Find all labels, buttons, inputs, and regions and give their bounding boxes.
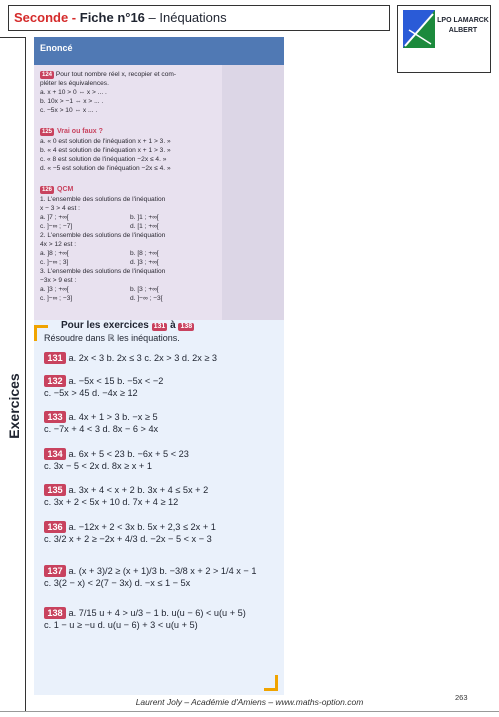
qcm-question-1-cont: x − 3 > 4 est :	[40, 205, 80, 212]
question-a: a. x + 10 > 0 ⇔ x > ... .	[40, 89, 107, 96]
exercise-item	[44, 484, 208, 508]
enonce-title: Enoncé	[34, 37, 284, 65]
question-b: b. 10x > −1 ⇔ x > ... .	[40, 98, 104, 105]
page-number: 263	[455, 693, 468, 702]
qcm-question-2: 2. L'ensemble des solutions de l'inéquation	[40, 232, 166, 239]
logo-text	[436, 16, 490, 36]
title-sep2: –	[144, 10, 160, 25]
exercise-number: 138	[44, 607, 66, 619]
exercise-item	[44, 375, 163, 399]
exercise-line-2: c. 3/2 x + 2 ≥ −2x + 4/3 d. −2x − 5 < x − 3	[44, 534, 212, 544]
sidebar-label: Exercices	[6, 373, 22, 439]
qcm-question-3-cont: −3x > 9 est :	[40, 277, 77, 284]
qcm-option: d. ]−∞ ; −3[	[130, 295, 163, 302]
title-sheet: Fiche n°16	[79, 10, 145, 25]
title-topic: Inéquations	[159, 10, 227, 25]
exercise-line-1: a. (x + 3)/2 ≥ (x + 1)/3 b. −3/8 x + 2 > 1/4 x − 1	[66, 566, 257, 576]
qcm-option: a. ]3 ; +∞[	[40, 286, 69, 293]
exercise-number: 133	[44, 411, 66, 423]
exercise-title: QCM	[57, 186, 74, 193]
panel-title-text: Pour les exercices	[61, 320, 149, 331]
exercise-title: Vrai ou faux ?	[57, 128, 103, 135]
qcm-question-2-cont: 4x > 12 est :	[40, 241, 77, 248]
exercise-number: 125	[42, 128, 53, 135]
exercise-item	[44, 411, 158, 435]
title-level: Seconde	[14, 10, 69, 25]
exercise-number: 138	[180, 323, 193, 330]
question-c: c. « 8 est solution de l'inéquation −2x ≤ 4. »	[40, 156, 167, 163]
question-c: c. −5x > 10 ⇔ x ... .	[40, 107, 98, 114]
page-title	[14, 10, 227, 25]
logo-emblem-icon	[403, 10, 435, 48]
exercise-number: 131	[153, 323, 166, 330]
panel-title-text: à	[170, 320, 176, 331]
qcm-option: a. ]7 ; +∞[	[40, 214, 69, 221]
qcm-option: a. ]8 ; +∞[	[40, 250, 69, 257]
panel-title	[61, 320, 194, 331]
qcm-option: c. ]−∞ ; −3]	[40, 295, 73, 302]
exercise-number: 136	[44, 521, 66, 533]
corner-bracket-icon	[264, 675, 278, 691]
exercise-line-1: a. 2x < 3 b. 2x ≤ 3 c. 2x > 3 d. 2x ≥ 3	[66, 353, 218, 363]
qcm-option: b. ]1 ; +∞[	[130, 214, 159, 221]
exercise-item	[44, 352, 217, 364]
exercise-text: pléter les équivalences.	[40, 80, 109, 87]
exercise-line-1: a. −12x + 2 < 3x b. 5x + 2,3 ≤ 2x + 1	[66, 522, 216, 532]
school-logo	[397, 5, 491, 73]
footer-divider	[0, 711, 499, 712]
qcm-option: b. [8 ; +∞[	[130, 250, 159, 257]
enonce-margin-column	[222, 65, 284, 320]
exercise-line-1: a. 3x + 4 < x + 2 b. 3x + 4 ≤ 5x + 2	[66, 485, 209, 495]
exercise-line-1: a. 4x + 1 > 3 b. −x ≥ 5	[66, 412, 158, 422]
question-a: a. « 0 est solution de l'inéquation x + 1 > 3. »	[40, 138, 171, 145]
qcm-option: b. [3 ; +∞[	[130, 286, 159, 293]
exercise-125	[40, 127, 220, 173]
exercise-line-2: c. 3x + 2 < 5x + 10 d. 7x + 4 ≥ 12	[44, 497, 179, 507]
qcm-option: d. ]3 ; +∞[	[130, 259, 159, 266]
exercise-number: 124	[42, 72, 53, 78]
exercise-line-2: c. −5x > 45 d. −4x ≥ 12	[44, 388, 138, 398]
sidebar	[0, 37, 26, 712]
exercise-line-2: c. 3(2 − x) < 2(7 − 3x) d. −x ≤ 1 − 5x	[44, 578, 191, 588]
exercise-number: 134	[44, 448, 66, 460]
title-sep: -	[68, 10, 80, 25]
exercise-line-1: a. 7/15 u + 4 > u/3 − 1 b. u(u − 6) < u(u + 5)	[66, 608, 246, 618]
qcm-question-3: 3. L'ensemble des solutions de l'inéquation	[40, 268, 166, 275]
question-b: b. « 4 est solution de l'inéquation x + 1 > 3. »	[40, 147, 171, 154]
qcm-option: c. ]−∞ ; 3]	[40, 259, 69, 266]
exercise-line-2: c. 1 − u ≥ −u d. u(u − 6) + 3 < u(u + 5)	[44, 620, 198, 630]
exercise-line-1: a. 6x + 5 < 23 b. −6x + 5 < 23	[66, 449, 189, 459]
exercise-text: Pour tout nombre réel x, recopier et com-	[55, 71, 177, 78]
exercise-line-1: a. −5x < 15 b. −5x < −2	[66, 376, 164, 386]
exercise-item	[44, 448, 189, 472]
exercise-number: 137	[44, 565, 66, 577]
exercise-number: 131	[44, 352, 66, 364]
qcm-option: d. [1 ; +∞[	[130, 223, 159, 230]
exercise-item	[44, 521, 216, 545]
exercise-item	[44, 565, 256, 589]
exercise-124	[40, 70, 220, 115]
qcm-option: c. ]−∞ ; −7]	[40, 223, 73, 230]
footer-credit: Laurent Joly – Académie d'Amiens – www.maths-option.com	[135, 697, 364, 707]
exercise-126	[40, 185, 220, 303]
exercise-item	[44, 607, 246, 631]
question-d: d. « −5 est solution de l'inéquation −2x ≤ 4. »	[40, 165, 171, 172]
exercise-line-2: c. 3x − 5 < 2x d. 8x ≥ x + 1	[44, 461, 152, 471]
logo-line1: LPO LAMARCK	[437, 17, 489, 24]
exercise-line-2: c. −7x + 4 < 3 d. 8x − 6 > 4x	[44, 424, 159, 434]
qcm-question-1: 1. L'ensemble des solutions de l'inéquation	[40, 196, 166, 203]
logo-line2: ALBERT	[448, 27, 478, 34]
exercise-number: 126	[42, 186, 53, 193]
exercise-number: 135	[44, 484, 66, 496]
panel-subtitle: Résoudre dans ℝ les inéquations.	[44, 333, 180, 343]
exercise-number: 132	[44, 375, 66, 387]
